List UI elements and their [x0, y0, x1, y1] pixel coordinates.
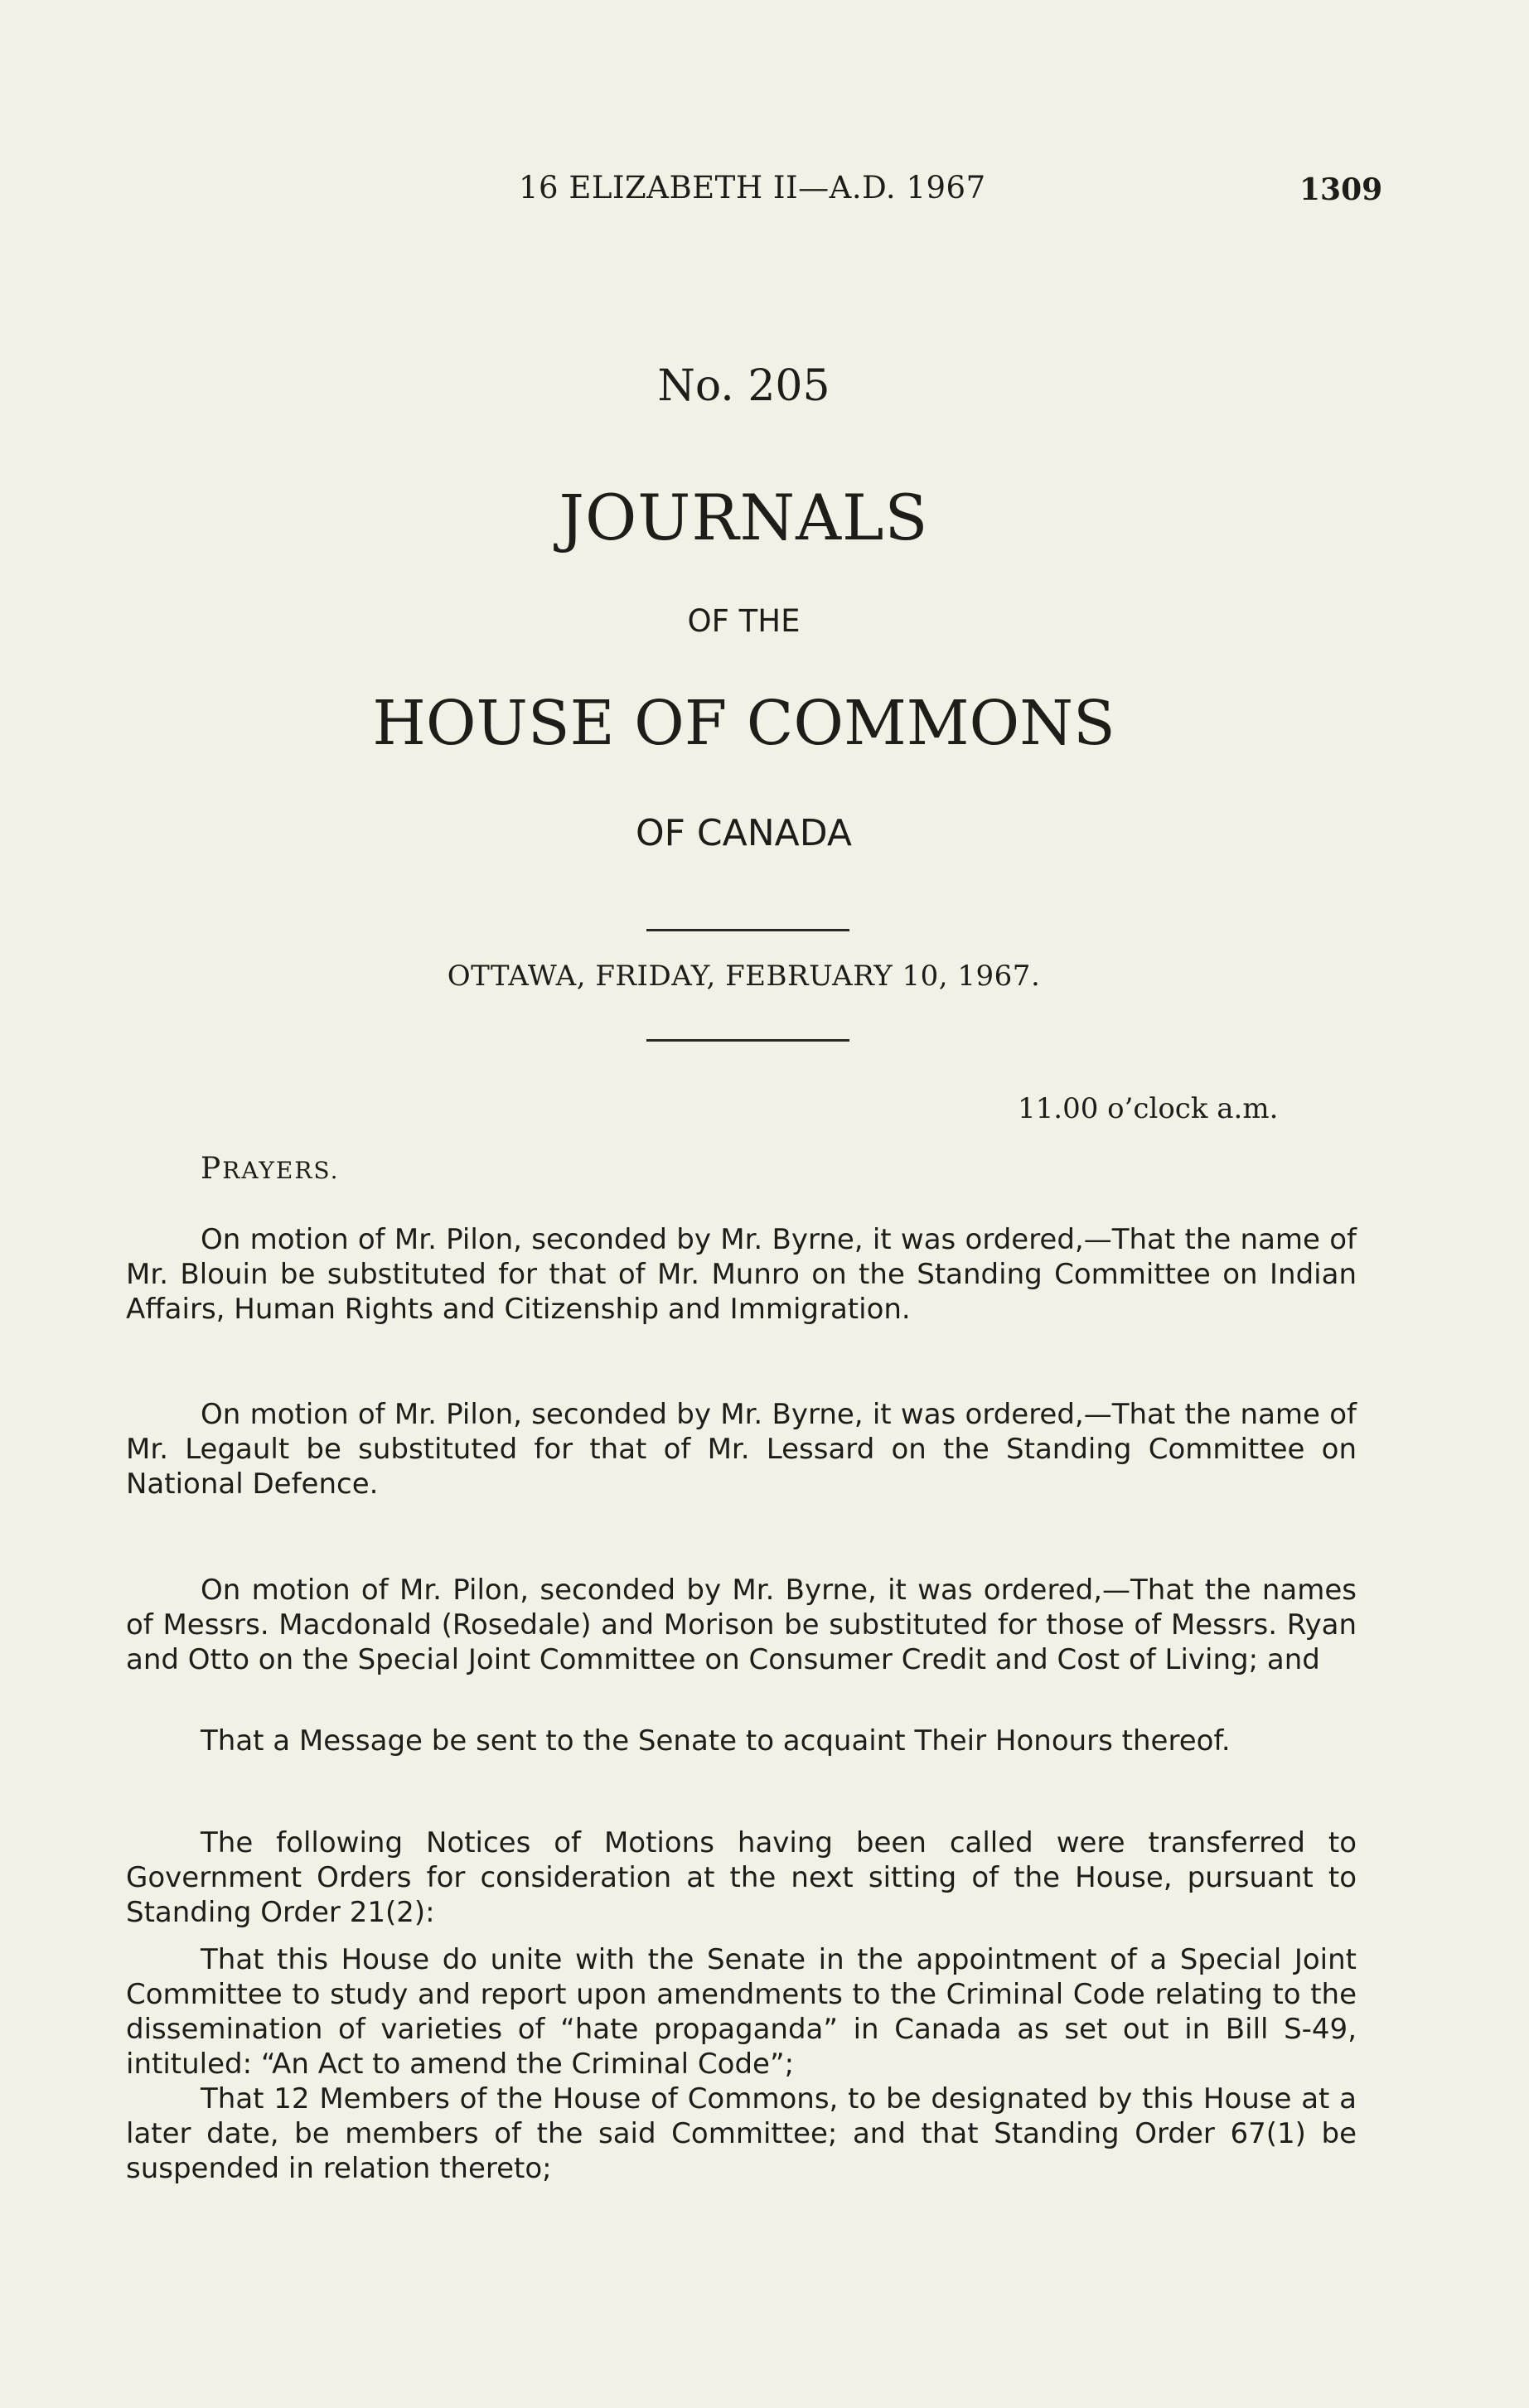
message-paragraph: That a Message be sent to the Senate to acquaint Their Honours thereof.	[201, 1724, 1231, 1758]
members-paragraph: That 12 Members of the House of Commons, to be designated by this House at a later date, be members of the said Committee; and that Standing Order 67(1) be suspended in relation thereto;	[126, 2082, 1357, 2185]
joint-committee-paragraph: That this House do unite with the Senate in the appointment of a Special Joint Committee to study and report upon amendments to the Criminal Code relating to the dissemination of varieties of “hate propaganda” in Canada as set out in Bill S-49, intituled: “An Act to amend the Criminal Code”;	[126, 1943, 1357, 2081]
of-canada-heading: OF CANADA	[636, 812, 852, 854]
page-number: 1309	[1299, 172, 1383, 207]
of-the-heading: OF THE	[687, 603, 801, 639]
sitting-time: 11.00 o’clock a.m.	[1018, 1092, 1279, 1125]
prayers-heading	[201, 1152, 340, 1186]
journals-title: JOURNALS	[559, 481, 929, 554]
prayers-rest: RAYERS.	[222, 1157, 340, 1184]
prayers-initial: P	[201, 1152, 223, 1186]
issue-number: No. 205	[657, 361, 830, 411]
motion-paragraph-1: On motion of Mr. Pilon, seconded by Mr. Byrne, it was ordered,—That the name of Mr. Blouin be substituted for that of Mr. Munro on the Standing Committee on Indian Affairs, Human Rights and Citizenship and Immigration.	[126, 1223, 1357, 1326]
motion-paragraph-3: On motion of Mr. Pilon, seconded by Mr. Byrne, it was ordered,—That the names of Messrs. Macdonald (Rosedale) and Morison be substituted for those of Messrs. Ryan and Otto on the Special Joint Committee on Consumer Credit and Cost of Living; and	[126, 1574, 1357, 1676]
divider-rule-bottom	[646, 1039, 849, 1042]
dateline: OTTAWA, FRIDAY, FEBRUARY 10, 1967.	[447, 960, 1041, 993]
motion-paragraph-2: On motion of Mr. Pilon, seconded by Mr. Byrne, it was ordered,—That the name of Mr. Legault be substituted for that of Mr. Lessard on the Standing Committee on National Defence.	[126, 1398, 1357, 1501]
running-head: 16 ELIZABETH II—A.D. 1967	[519, 170, 986, 206]
divider-rule-top	[646, 929, 849, 931]
notices-paragraph: The following Notices of Motions having been called were transferred to Government Orders for consideration at the next sitting of the House, pursuant to Standing Order 21(2):	[126, 1826, 1357, 1929]
house-of-commons-title: HOUSE OF COMMONS	[372, 688, 1115, 759]
